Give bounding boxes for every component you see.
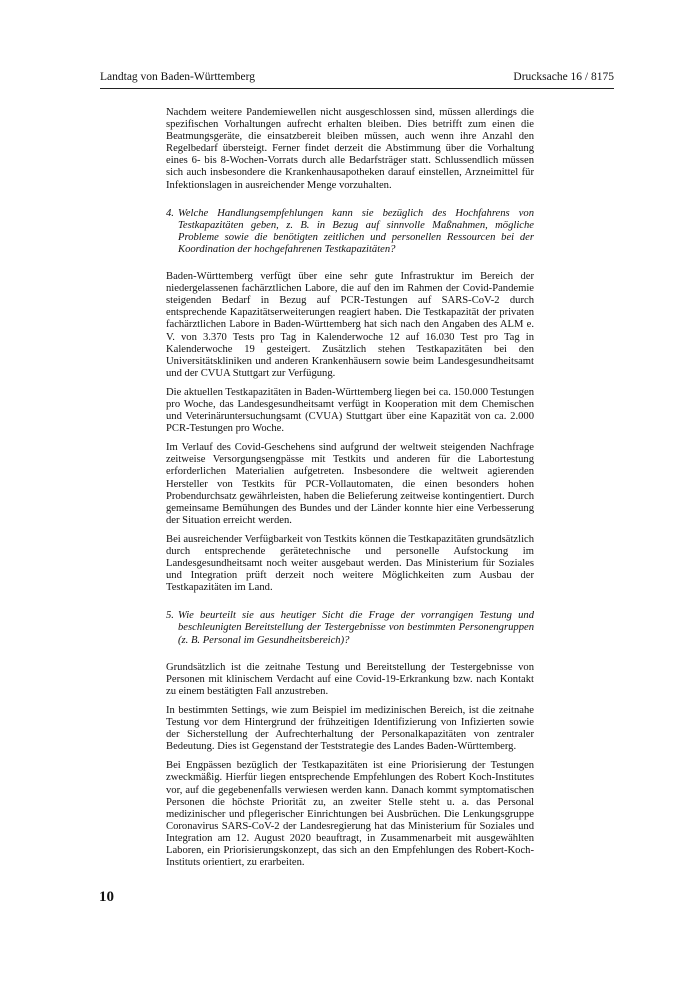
header-publisher: Landtag von Baden-Württemberg: [100, 71, 255, 83]
paragraph: Bei ausreichender Verfügbarkeit von Testkits können die Testkapazitäten grundsätzlich durch entsprechende gerätetechnische und personelle Aufstockung im Landesgesundheitsamt noch weiter ausgebaut werden. Das Ministerium für Soziales und Integration prüft derzeit noch weitere Möglichkeiten zum Ausbau der Testkapazitäten im Land.: [166, 533, 535, 594]
header-rule: [100, 88, 614, 89]
question-4: [166, 208, 534, 256]
question-text: Welche Handlungsempfehlungen kann sie bezüglich des Hochfahrens von Testkapazitäten geben, z. B. in Bezug auf sinnvolle Maßnahmen, mögliche Probleme sowie die benötigten zeitlichen und personellen Ressourcen bei der Koordination der hochgefahrenen Testkapazitäten?: [178, 207, 534, 255]
page-header: [100, 70, 614, 88]
question-5: [166, 610, 534, 646]
paragraph: Bei Engpässen bezüglich der Testkapazitäten ist eine Priorisierung der Testungen zweckmäßig. Hierfür liegen entsprechende Empfehlungen des Robert Koch-Institutes vor, auf die gegebenenfalls verwiesen werden kann. Danach kommt symptomatischen Personen die höchste Priorität zu, an zweiter Stelle steht u. a. das Personal medizinischer und pflegerischer Einrichtungen bei Ausbrüchen. Die Lenkungsgruppe Coronavirus SARS-CoV-2 der Landesregierung hat das Ministerium für Soziales und Integration am 12. August 2020 beauftragt, in Zusammenarbeit mit ausgewählten Laboren, ein Priorisierungskonzept, das sich an den Empfehlungen des Robert-Koch-Instituts orientiert, zu erarbeiten.: [166, 760, 534, 869]
header-document-number: Drucksache 16 / 8175: [513, 71, 614, 83]
paragraph: Baden-Württemberg verfügt über eine sehr gute Infrastruktur im Bereich der niedergelassenen fachärztlichen Labore, die auf den im Rahmen der Covid-Pandemie steigenden Bedarf in Bezug auf PCR-Testungen auf SARS-CoV-2 durch entsprechende Kapazitätserweiterungen reagiert haben. Die Testkapazität der privaten fachärztlichen Labore in Baden-Württemberg hat sich nach den Angaben des ALM e. V. von 3.370 Tests pro Tag in Kalenderwoche 12 auf 16.030 Test pro Tag in Kalenderwoche 19 gesteigert. Zusätzlich stehen Testkapazitäten bei den Universitätskliniken und anderen Krankenhäusern sowie beim Landesgesundheitsamt und der CVUA Stuttgart zur Verfügung.: [166, 271, 534, 379]
paragraph: Grundsätzlich ist die zeitnahe Testung und Bereitstellung der Testergebnisse von Personen mit klinischem Verdacht auf eine Covid-19-Erkrankung bzw. nach Kontakt zu einem bestätigten Fall anzustreben.: [166, 661, 534, 697]
paragraph: Die aktuellen Testkapazitäten in Baden-Württemberg liegen bei ca. 150.000 Testungen pro Woche, das Landesgesundheitsamt verfügt in Kooperation mit dem Chemischen und Veterinäruntersuchungsamt (CVUA) Stuttgart über eine Kapazität von ca. 2.000 PCR-Testungen pro Woche.: [166, 386, 534, 435]
question-number: 4.: [166, 207, 174, 219]
page-number: 10: [99, 889, 114, 905]
paragraph: Nachdem weitere Pandemiewellen nicht ausgeschlossen sind, müssen allerdings die spezifischen Vorhaltungen aufrecht erhalten bleiben. Dies betrifft zum einen die Beatmungsgeräte, die einsatzbereit bleiben müssen, auch wenn ihre Anzahl den Regelbedarf übersteigt. Ferner findet derzeit die Abstimmung über die Vorhaltung eines 6- bis 8-Wochen-Vorrats durch alle Bedarfsträger statt. Schlussendlich müssen sich auch insbesondere die Krankenhausapotheken darauf einstellen, Arzneimittel für Infektionslagen in ausreichender Menge vorzuhalten.: [166, 107, 534, 191]
question-number: 5.: [166, 610, 174, 622]
paragraph: In bestimmten Settings, wie zum Beispiel im medizinischen Bereich, ist die zeitnahe Testung vor dem Hintergrund der frühzeitigen Identifizierung von Infizierten sowie der Sicherstellung der Aufrechterhaltung der Personalkapazitäten von zentraler Bedeutung. Dies ist Gegenstand der Teststrategie des Landes Baden-Württemberg.: [166, 704, 534, 753]
document-body: [166, 107, 534, 876]
paragraph: Im Verlauf des Covid-Geschehens sind aufgrund der weltweit steigenden Nachfrage zeitweise Versorgungsengpässe mit Testkits und anderen für die Labortestung erforderlichen Materialien aufgetreten. Insbesondere die weltweit agierenden Hersteller von Testkits für PCR-Vollautomaten, die einen besonders hohen Probendurchsatz gewährleisten, haben die Belieferung zeitweise kontingentiert. Durch gemeinsame Bemühungen des Bundes und der Länder konnte hier eine Verbesserung der Situation erreicht werden.: [166, 442, 534, 526]
question-text: Wie beurteilt sie aus heutiger Sicht die Frage der vorrangigen Testung und beschleunigten Bereitstellung der Testergebnisse von bestimmten Personengruppen (z. B. Personal im Gesundheitsbereich)?: [178, 610, 534, 646]
